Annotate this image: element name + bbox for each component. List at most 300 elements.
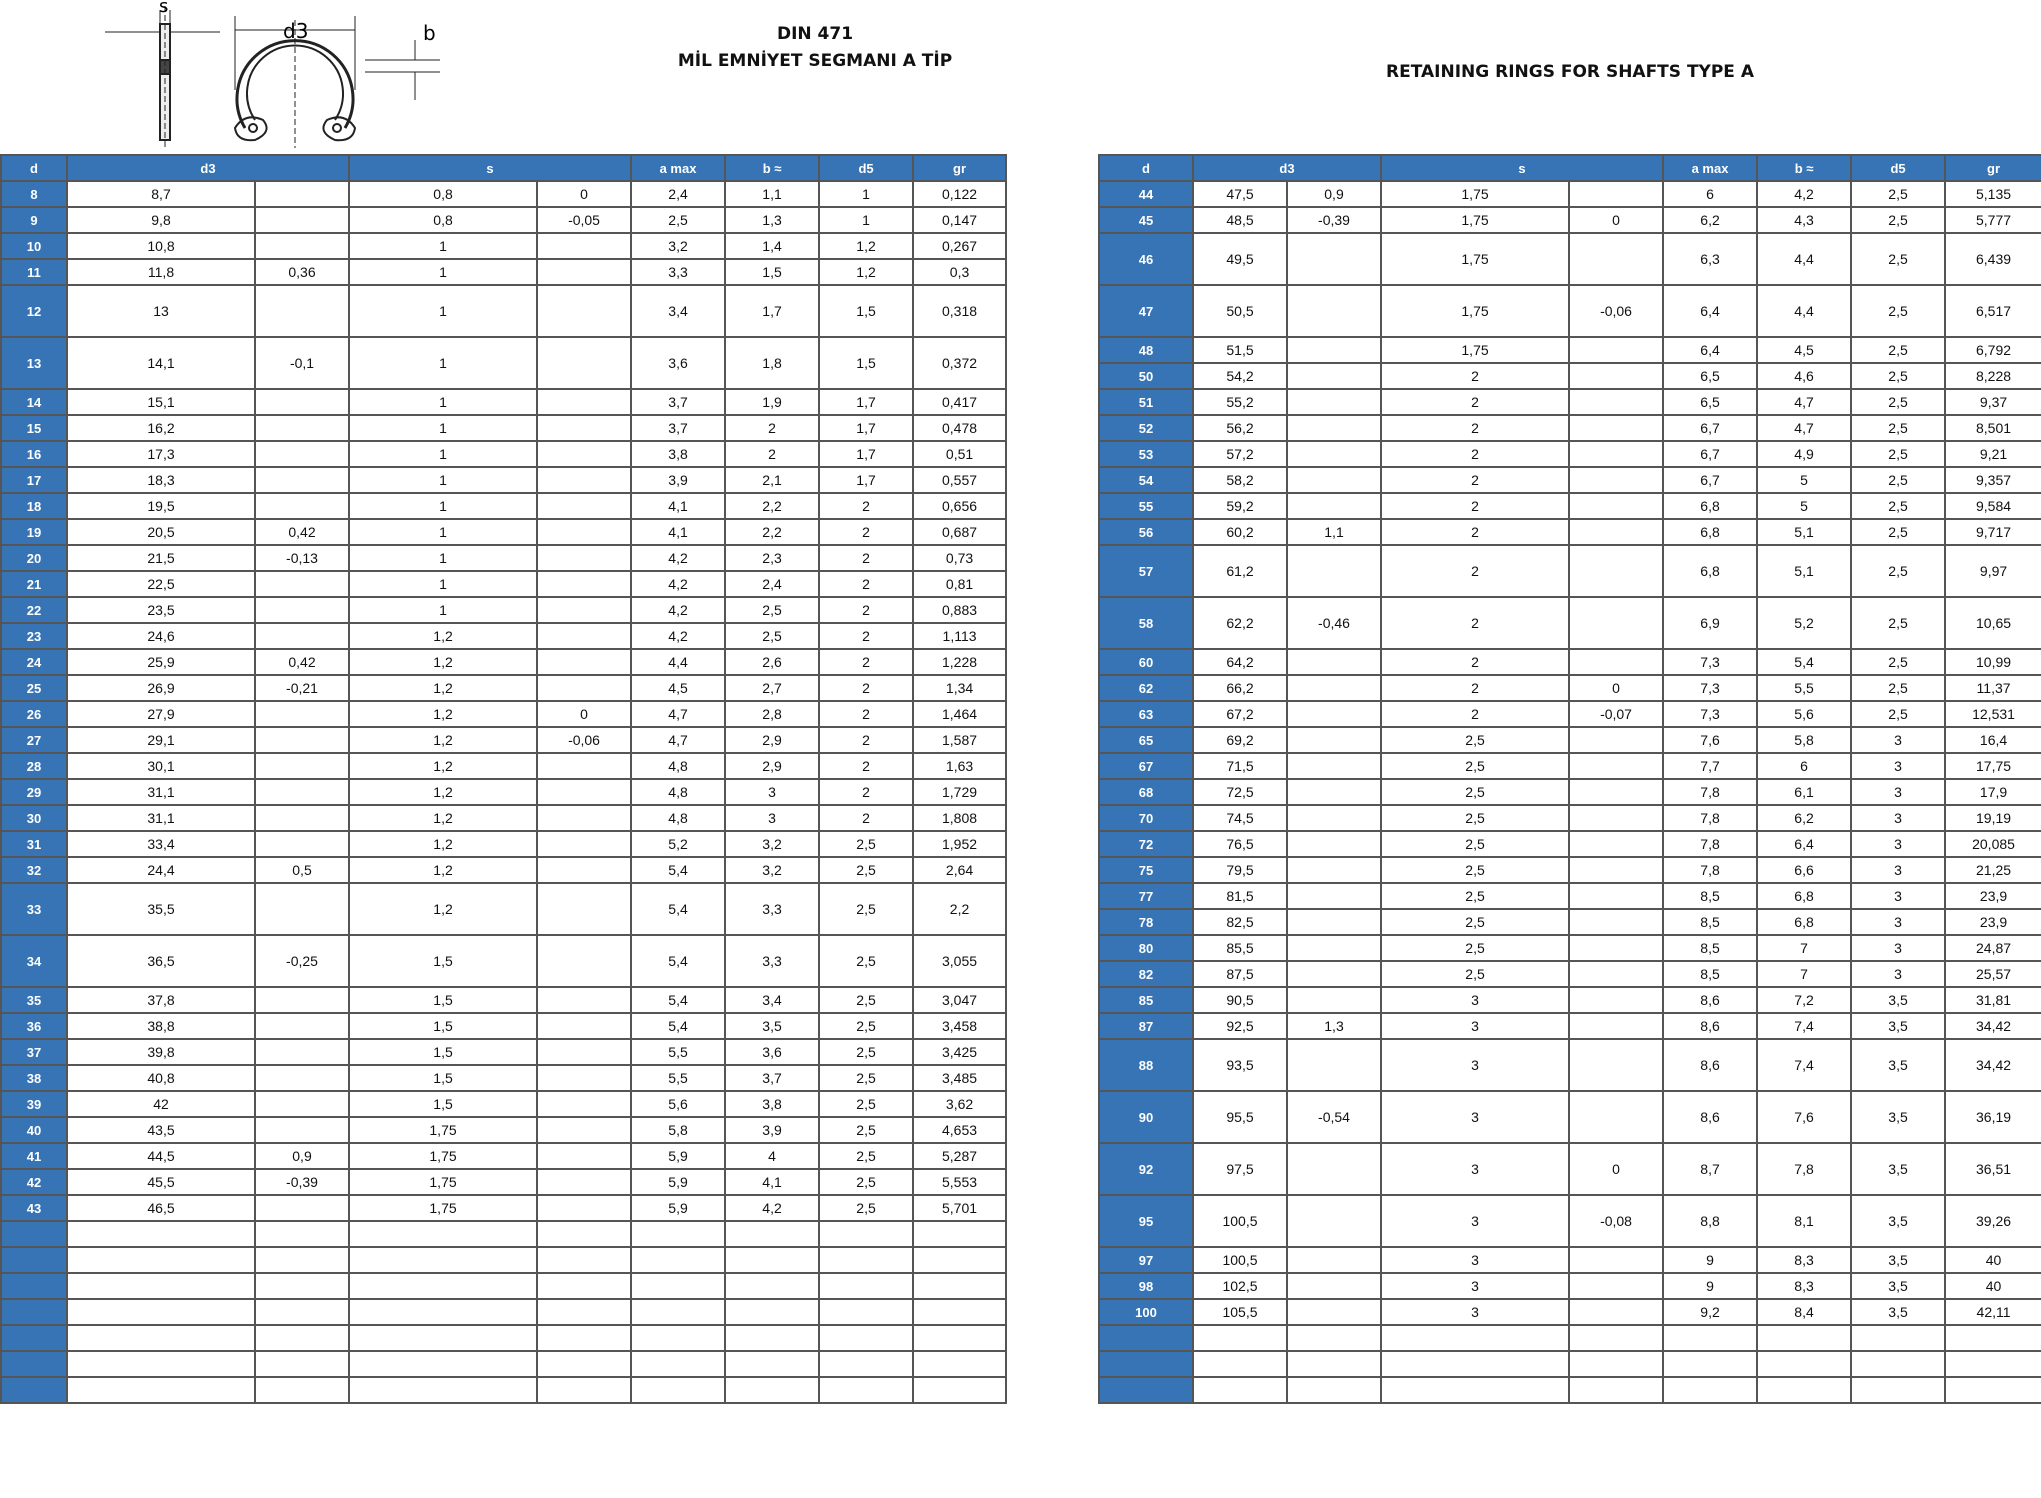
cell-s-tolerance: -0,06 — [537, 727, 631, 753]
cell-b: 1,3 — [725, 207, 819, 233]
cell-a-max: 6 — [1663, 181, 1757, 207]
table-row — [1, 207, 1006, 233]
cell-s: 1,75 — [1381, 233, 1569, 285]
cell-a-max: 6,2 — [1663, 207, 1757, 233]
empty-cell — [255, 1325, 349, 1351]
cell-a-max: 5,4 — [631, 857, 725, 883]
empty-cell — [537, 1351, 631, 1377]
cell-s-tolerance — [537, 1195, 631, 1221]
cell-s: 1 — [349, 467, 537, 493]
empty-cell — [1757, 1325, 1851, 1351]
cell-a-max: 8,6 — [1663, 1013, 1757, 1039]
cell-d5: 2,5 — [1851, 701, 1945, 727]
cell-d3-tolerance — [255, 1195, 349, 1221]
table-row — [1, 857, 1006, 883]
cell-d3-tolerance — [1287, 1039, 1381, 1091]
cell-d5: 2,5 — [819, 1117, 913, 1143]
cell-s: 2,5 — [1381, 805, 1569, 831]
cell-s: 1,2 — [349, 831, 537, 857]
cell-s: 3 — [1381, 1143, 1569, 1195]
cell-d5: 1,2 — [819, 259, 913, 285]
cell-b: 2,7 — [725, 675, 819, 701]
table-row — [1, 571, 1006, 597]
cell-s: 1 — [349, 571, 537, 597]
cell-s: 1,2 — [349, 805, 537, 831]
cell-a-max: 5,4 — [631, 1013, 725, 1039]
empty-cell — [1945, 1351, 2041, 1377]
cell-s-tolerance — [537, 389, 631, 415]
cell-d3-tolerance — [1287, 441, 1381, 467]
table-row — [1, 1195, 1006, 1221]
cell-s: 3 — [1381, 1247, 1569, 1273]
empty-cell — [349, 1299, 537, 1325]
cell-d5: 3 — [1851, 779, 1945, 805]
cell-d: 90 — [1099, 1091, 1193, 1143]
cell-d3-tolerance — [1287, 1273, 1381, 1299]
cell-d: 15 — [1, 415, 67, 441]
cell-d5: 1,5 — [819, 337, 913, 389]
cell-d5: 2 — [819, 571, 913, 597]
cell-gr: 40 — [1945, 1247, 2041, 1273]
cell-d: 30 — [1, 805, 67, 831]
table-row — [1, 1091, 1006, 1117]
cell-d5: 1 — [819, 181, 913, 207]
cell-b: 4,9 — [1757, 441, 1851, 467]
cell-d3-tolerance — [1287, 935, 1381, 961]
cell-d5: 2 — [819, 701, 913, 727]
table-row — [1, 519, 1006, 545]
cell-s: 1,75 — [1381, 207, 1569, 233]
cell-s-tolerance — [537, 675, 631, 701]
cell-d3-tolerance — [255, 753, 349, 779]
cell-b: 6,2 — [1757, 805, 1851, 831]
cell-d: 44 — [1099, 181, 1193, 207]
cell-d5: 3,5 — [1851, 1195, 1945, 1247]
table-row — [1099, 831, 2041, 857]
cell-d3-tolerance: -0,46 — [1287, 597, 1381, 649]
cell-s-tolerance — [537, 1065, 631, 1091]
cell-d5: 1 — [819, 207, 913, 233]
cell-s-tolerance — [1569, 883, 1663, 909]
left-dimension-table — [0, 154, 1007, 1404]
empty-cell — [913, 1351, 1006, 1377]
cell-d3: 69,2 — [1193, 727, 1287, 753]
empty-cell — [255, 1247, 349, 1273]
cell-d3-tolerance — [255, 441, 349, 467]
cell-a-max: 6,3 — [1663, 233, 1757, 285]
cell-s: 3 — [1381, 1013, 1569, 1039]
cell-s-tolerance — [1569, 935, 1663, 961]
table-row — [1099, 363, 2041, 389]
cell-d: 12 — [1, 285, 67, 337]
table-row — [1, 1013, 1006, 1039]
cell-d: 85 — [1099, 987, 1193, 1013]
cell-d3: 45,5 — [67, 1169, 255, 1195]
table-row — [1099, 337, 2041, 363]
cell-b: 3,9 — [725, 1117, 819, 1143]
cell-d3-tolerance — [1287, 1143, 1381, 1195]
table-row — [1, 415, 1006, 441]
cell-d3-tolerance — [1287, 649, 1381, 675]
cell-d3: 31,1 — [67, 805, 255, 831]
cell-s: 2,5 — [1381, 753, 1569, 779]
cell-s: 2 — [1381, 675, 1569, 701]
cell-s: 1,5 — [349, 987, 537, 1013]
cell-s: 1 — [349, 545, 537, 571]
cell-s-tolerance — [1569, 1299, 1663, 1325]
cell-s-tolerance: -0,05 — [537, 207, 631, 233]
cell-d3-tolerance — [255, 571, 349, 597]
cell-gr: 24,87 — [1945, 935, 2041, 961]
empty-cell — [725, 1247, 819, 1273]
table-row — [1, 259, 1006, 285]
cell-d3: 37,8 — [67, 987, 255, 1013]
table-row — [1, 805, 1006, 831]
cell-d5: 2,5 — [1851, 337, 1945, 363]
cell-d3: 66,2 — [1193, 675, 1287, 701]
cell-d3: 21,5 — [67, 545, 255, 571]
cell-d: 10 — [1, 233, 67, 259]
cell-s-tolerance — [537, 1091, 631, 1117]
empty-cell — [1099, 1377, 1193, 1403]
cell-s-tolerance — [1569, 363, 1663, 389]
col-b: b ≈ — [725, 155, 819, 181]
table-row — [1, 623, 1006, 649]
cell-d3: 54,2 — [1193, 363, 1287, 389]
cell-s: 1,2 — [349, 753, 537, 779]
table-row — [1, 649, 1006, 675]
cell-gr: 9,37 — [1945, 389, 2041, 415]
cell-d: 18 — [1, 493, 67, 519]
cell-b: 4,7 — [1757, 415, 1851, 441]
cell-b: 1,4 — [725, 233, 819, 259]
cell-gr: 34,42 — [1945, 1039, 2041, 1091]
empty-cell — [1663, 1325, 1757, 1351]
cell-d: 14 — [1, 389, 67, 415]
table-row — [1099, 1195, 2041, 1247]
cell-d3-tolerance — [255, 207, 349, 233]
cell-d: 46 — [1099, 233, 1193, 285]
cell-gr: 1,464 — [913, 701, 1006, 727]
d3-label: d3 — [283, 19, 309, 43]
cell-gr: 0,3 — [913, 259, 1006, 285]
cell-d5: 3,5 — [1851, 1091, 1945, 1143]
cell-a-max: 8,5 — [1663, 961, 1757, 987]
cell-a-max: 4,5 — [631, 675, 725, 701]
cell-d3-tolerance — [1287, 727, 1381, 753]
cell-d3: 22,5 — [67, 571, 255, 597]
standard-title: DIN 471 — [776, 24, 854, 44]
cell-d3: 59,2 — [1193, 493, 1287, 519]
empty-cell — [819, 1325, 913, 1351]
table-row — [1, 493, 1006, 519]
cell-s: 2,5 — [1381, 779, 1569, 805]
cell-s: 1,5 — [349, 1013, 537, 1039]
cell-s-tolerance — [1569, 961, 1663, 987]
cell-d: 78 — [1099, 909, 1193, 935]
cell-d5: 3,5 — [1851, 1039, 1945, 1091]
cell-s: 2 — [1381, 363, 1569, 389]
cell-a-max: 7,6 — [1663, 727, 1757, 753]
cell-gr: 0,372 — [913, 337, 1006, 389]
cell-d5: 1,7 — [819, 389, 913, 415]
cell-d3-tolerance: 1,1 — [1287, 519, 1381, 545]
cell-d3: 61,2 — [1193, 545, 1287, 597]
cell-s: 1,75 — [1381, 285, 1569, 337]
empty-cell — [631, 1377, 725, 1403]
empty-cell — [537, 1221, 631, 1247]
empty-cell — [1851, 1351, 1945, 1377]
cell-b: 2,5 — [725, 597, 819, 623]
cell-d5: 2,5 — [1851, 649, 1945, 675]
cell-b: 4 — [725, 1143, 819, 1169]
empty-cell — [631, 1299, 725, 1325]
empty-cell — [537, 1247, 631, 1273]
cell-b: 5 — [1757, 493, 1851, 519]
cell-gr: 36,19 — [1945, 1091, 2041, 1143]
cell-d: 11 — [1, 259, 67, 285]
table-row — [1, 1039, 1006, 1065]
cell-d5: 1,7 — [819, 415, 913, 441]
cell-d5: 2,5 — [1851, 285, 1945, 337]
empty-cell — [349, 1221, 537, 1247]
cell-a-max: 3,4 — [631, 285, 725, 337]
cell-s-tolerance — [1569, 337, 1663, 363]
cell-d5: 3,5 — [1851, 1273, 1945, 1299]
cell-d5: 2,5 — [1851, 597, 1945, 649]
cell-d3-tolerance: 0,42 — [255, 649, 349, 675]
cell-gr: 40 — [1945, 1273, 2041, 1299]
cell-d3-tolerance — [255, 233, 349, 259]
cell-s: 1,2 — [349, 675, 537, 701]
cell-d3: 57,2 — [1193, 441, 1287, 467]
cell-s-tolerance — [1569, 1091, 1663, 1143]
empty-cell — [1663, 1351, 1757, 1377]
cell-s: 2 — [1381, 545, 1569, 597]
cell-s-tolerance — [537, 857, 631, 883]
cell-a-max: 5,6 — [631, 1091, 725, 1117]
cell-s: 2,5 — [1381, 961, 1569, 987]
cell-s: 1,75 — [349, 1117, 537, 1143]
cell-d3: 18,3 — [67, 467, 255, 493]
empty-cell — [1, 1325, 67, 1351]
cell-a-max: 3,8 — [631, 441, 725, 467]
cell-d5: 2 — [819, 805, 913, 831]
cell-d5: 3 — [1851, 857, 1945, 883]
cell-gr: 36,51 — [1945, 1143, 2041, 1195]
cell-s: 3 — [1381, 1273, 1569, 1299]
cell-d3-tolerance — [255, 805, 349, 831]
cell-s: 2 — [1381, 389, 1569, 415]
cell-s: 1 — [349, 389, 537, 415]
cell-d3-tolerance — [1287, 701, 1381, 727]
empty-row — [1099, 1325, 2041, 1351]
cell-a-max: 5,9 — [631, 1169, 725, 1195]
cell-gr: 34,42 — [1945, 1013, 2041, 1039]
cell-d3-tolerance — [1287, 883, 1381, 909]
table-row — [1099, 285, 2041, 337]
cell-a-max: 2,4 — [631, 181, 725, 207]
cell-d3: 14,1 — [67, 337, 255, 389]
cell-s-tolerance — [537, 493, 631, 519]
table-row — [1099, 415, 2041, 441]
empty-cell — [537, 1273, 631, 1299]
empty-cell — [1851, 1377, 1945, 1403]
table-row — [1, 1117, 1006, 1143]
cell-s-tolerance — [537, 337, 631, 389]
table-row — [1, 389, 1006, 415]
cell-d3: 100,5 — [1193, 1247, 1287, 1273]
cell-d3: 25,9 — [67, 649, 255, 675]
cell-b: 4,6 — [1757, 363, 1851, 389]
cell-d3-tolerance — [255, 623, 349, 649]
table-row — [1, 935, 1006, 987]
cell-b: 3,5 — [725, 1013, 819, 1039]
cell-d5: 1,7 — [819, 441, 913, 467]
cell-a-max: 8,8 — [1663, 1195, 1757, 1247]
cell-d: 55 — [1099, 493, 1193, 519]
cell-s: 0,8 — [349, 181, 537, 207]
cell-s-tolerance — [537, 597, 631, 623]
cell-b: 3,2 — [725, 857, 819, 883]
cell-s-tolerance: 0 — [1569, 207, 1663, 233]
cell-gr: 19,19 — [1945, 805, 2041, 831]
cell-gr: 6,517 — [1945, 285, 2041, 337]
cell-s-tolerance — [537, 831, 631, 857]
cell-a-max: 6,7 — [1663, 441, 1757, 467]
empty-cell — [67, 1221, 255, 1247]
cell-s: 1,2 — [349, 883, 537, 935]
cell-d: 60 — [1099, 649, 1193, 675]
cell-d: 27 — [1, 727, 67, 753]
cell-s: 2 — [1381, 467, 1569, 493]
cell-d3: 50,5 — [1193, 285, 1287, 337]
cell-d3-tolerance: -0,25 — [255, 935, 349, 987]
cell-s-tolerance — [537, 1143, 631, 1169]
col-d3: d3 — [1193, 155, 1381, 181]
cell-s-tolerance — [537, 415, 631, 441]
turkish-title: MİL EMNİYET SEGMANI A TİP — [677, 51, 953, 71]
empty-cell — [1569, 1325, 1663, 1351]
cell-d3: 56,2 — [1193, 415, 1287, 441]
table-row — [1099, 467, 2041, 493]
cell-s: 1 — [349, 233, 537, 259]
cell-d3-tolerance — [1287, 389, 1381, 415]
empty-cell — [67, 1377, 255, 1403]
cell-d: 92 — [1099, 1143, 1193, 1195]
cell-d5: 2,5 — [1851, 207, 1945, 233]
col-gr: gr — [913, 155, 1006, 181]
cell-s-tolerance — [1569, 649, 1663, 675]
cell-a-max: 5,9 — [631, 1195, 725, 1221]
empty-cell — [1851, 1325, 1945, 1351]
cell-s: 2 — [1381, 519, 1569, 545]
cell-s-tolerance — [1569, 519, 1663, 545]
cell-d3-tolerance — [1287, 961, 1381, 987]
cell-gr: 0,147 — [913, 207, 1006, 233]
cell-d3-tolerance — [255, 389, 349, 415]
empty-cell — [67, 1299, 255, 1325]
cell-d3: 95,5 — [1193, 1091, 1287, 1143]
cell-s: 2,5 — [1381, 883, 1569, 909]
cell-gr: 23,9 — [1945, 883, 2041, 909]
cell-d3-tolerance: -0,39 — [1287, 207, 1381, 233]
cell-b: 2,6 — [725, 649, 819, 675]
cell-b: 2,2 — [725, 493, 819, 519]
cell-d5: 3 — [1851, 831, 1945, 857]
cell-d: 52 — [1099, 415, 1193, 441]
cell-d: 37 — [1, 1039, 67, 1065]
cell-s-tolerance — [1569, 1039, 1663, 1091]
cell-d3-tolerance — [1287, 415, 1381, 441]
cell-s: 3 — [1381, 1299, 1569, 1325]
table-row — [1, 883, 1006, 935]
cell-d5: 3 — [1851, 727, 1945, 753]
empty-cell — [1381, 1351, 1569, 1377]
cell-d3: 15,1 — [67, 389, 255, 415]
cell-d5: 2,5 — [1851, 181, 1945, 207]
table-row — [1099, 207, 2041, 233]
cell-s: 1 — [349, 493, 537, 519]
cell-a-max: 7,8 — [1663, 805, 1757, 831]
cell-d5: 2 — [819, 519, 913, 545]
cell-a-max: 8,6 — [1663, 987, 1757, 1013]
cell-d: 29 — [1, 779, 67, 805]
cell-d: 43 — [1, 1195, 67, 1221]
col-s: s — [1381, 155, 1663, 181]
empty-cell — [1757, 1377, 1851, 1403]
table-row — [1099, 1247, 2041, 1273]
cell-d5: 2,5 — [819, 1169, 913, 1195]
cell-d3: 24,6 — [67, 623, 255, 649]
table-row — [1099, 727, 2041, 753]
cell-gr: 1,587 — [913, 727, 1006, 753]
cell-a-max: 3,7 — [631, 389, 725, 415]
cell-d5: 2,5 — [819, 857, 913, 883]
empty-row — [1, 1273, 1006, 1299]
cell-d3: 29,1 — [67, 727, 255, 753]
cell-b: 3,8 — [725, 1091, 819, 1117]
cell-d: 40 — [1, 1117, 67, 1143]
cell-a-max: 7,3 — [1663, 701, 1757, 727]
cell-a-max: 6,7 — [1663, 467, 1757, 493]
cell-d3: 46,5 — [67, 1195, 255, 1221]
table-row — [1099, 701, 2041, 727]
table-row — [1099, 389, 2041, 415]
cell-b: 7,2 — [1757, 987, 1851, 1013]
cell-s-tolerance — [1569, 1013, 1663, 1039]
table-row — [1, 441, 1006, 467]
empty-cell — [913, 1377, 1006, 1403]
cell-d3-tolerance — [1287, 467, 1381, 493]
cell-d: 75 — [1099, 857, 1193, 883]
cell-a-max: 6,8 — [1663, 493, 1757, 519]
cell-d3: 27,9 — [67, 701, 255, 727]
cell-s: 2 — [1381, 701, 1569, 727]
cell-d3: 100,5 — [1193, 1195, 1287, 1247]
cell-s-tolerance — [537, 259, 631, 285]
cell-gr: 9,584 — [1945, 493, 2041, 519]
cell-d5: 2 — [819, 623, 913, 649]
cell-gr: 0,267 — [913, 233, 1006, 259]
cell-a-max: 5,4 — [631, 935, 725, 987]
cell-d3: 76,5 — [1193, 831, 1287, 857]
cell-b: 4,5 — [1757, 337, 1851, 363]
cell-s: 1,2 — [349, 857, 537, 883]
cell-d: 72 — [1099, 831, 1193, 857]
cell-d3: 49,5 — [1193, 233, 1287, 285]
cell-b: 8,3 — [1757, 1247, 1851, 1273]
